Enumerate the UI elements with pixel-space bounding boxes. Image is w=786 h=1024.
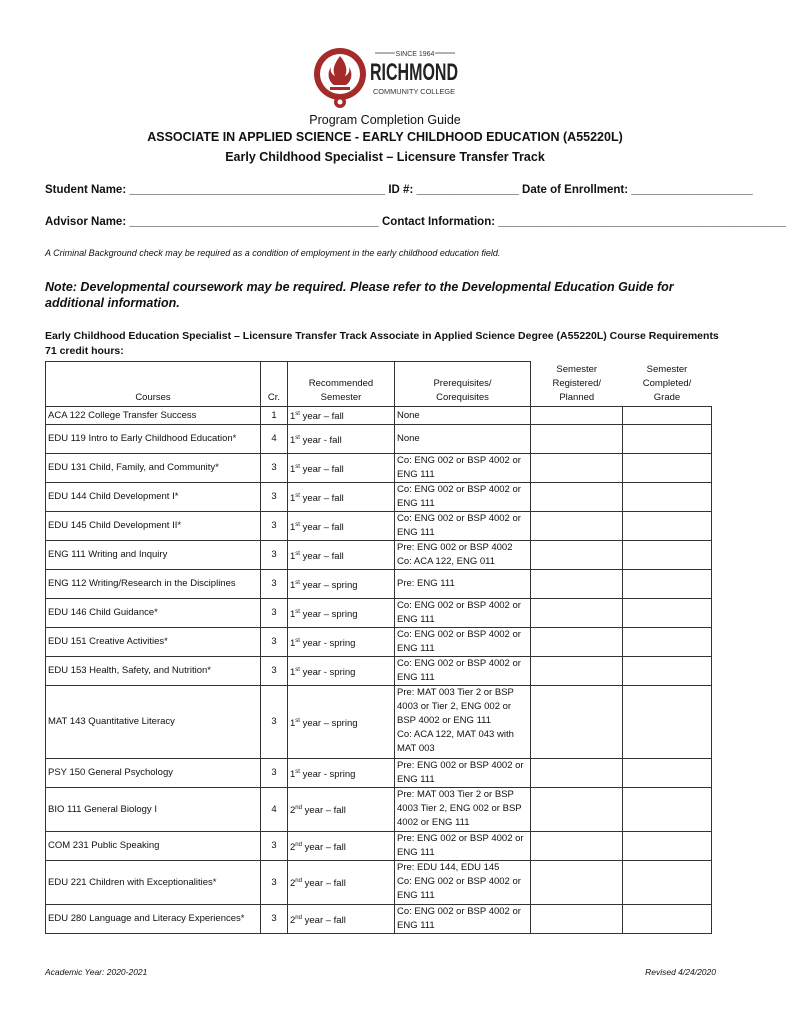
track-title: Early Childhood Specialist – Licensure Transfer Track	[225, 150, 545, 164]
course-row	[46, 425, 712, 454]
semester-registered-cell[interactable]	[531, 483, 623, 512]
background-check-note: A Criminal Background check may be required as a condition of employment in the early childhood education field.	[45, 248, 501, 258]
course-row	[46, 570, 712, 599]
course-name: ENG 111 Writing and Inquiry	[46, 541, 261, 570]
header-recommended-semester: Recommended Semester	[288, 362, 395, 407]
prerequisites: Pre: EDU 144, EDU 145 Co: ENG 002 or BSP 4002 or ENG 111	[395, 861, 531, 905]
prerequisites: Pre: ENG 111	[395, 570, 531, 599]
semester-completed-cell[interactable]	[623, 657, 712, 686]
prerequisites: Pre: ENG 002 or BSP 4002 or ENG 111	[395, 832, 531, 861]
recommended-semester: 1st year – fall	[288, 541, 395, 570]
semester-completed-cell[interactable]	[623, 425, 712, 454]
semester-completed-cell[interactable]	[623, 407, 712, 425]
flame-gear-icon	[313, 44, 459, 112]
semester-registered-cell[interactable]	[531, 905, 623, 934]
semester-completed-cell[interactable]	[623, 512, 712, 541]
logo-subtitle: COMMUNITY COLLEGE	[373, 87, 455, 96]
prerequisites: Pre: MAT 003 Tier 2 or BSP 4003 Tier 2, ENG 002 or BSP 4002 or ENG 111	[395, 788, 531, 832]
semester-completed-cell[interactable]	[623, 454, 712, 483]
prerequisites: Pre: ENG 002 or BSP 4002 or ENG 111	[395, 759, 531, 788]
course-credits: 3	[261, 686, 288, 759]
course-credits: 3	[261, 512, 288, 541]
college-logo	[313, 44, 459, 112]
prerequisites: None	[395, 407, 531, 425]
course-credits: 3	[261, 657, 288, 686]
course-table	[45, 361, 712, 934]
revised-date: Revised 4/24/2020	[645, 967, 716, 977]
course-name: ENG 112 Writing/Research in the Disciplines	[46, 570, 261, 599]
course-credits: 3	[261, 905, 288, 934]
course-name: MAT 143 Quantitative Literacy	[46, 686, 261, 759]
course-row	[46, 657, 712, 686]
semester-completed-cell[interactable]	[623, 861, 712, 905]
course-row	[46, 628, 712, 657]
course-row	[46, 788, 712, 832]
course-credits: 3	[261, 759, 288, 788]
recommended-semester: 2nd year – fall	[288, 861, 395, 905]
student-info-line[interactable]: Student Name: ________________________________________ ID #: ________________ Date of Enrollment: ___________________	[45, 184, 753, 196]
header-prerequisites: Prerequisites/ Corequisites	[395, 362, 531, 407]
course-credits: 3	[261, 483, 288, 512]
course-credits: 3	[261, 832, 288, 861]
semester-completed-cell[interactable]	[623, 759, 712, 788]
recommended-semester: 1st year – fall	[288, 512, 395, 541]
course-name: PSY 150 General Psychology	[46, 759, 261, 788]
semester-registered-cell[interactable]	[531, 541, 623, 570]
semester-completed-cell[interactable]	[623, 628, 712, 657]
course-credits: 3	[261, 861, 288, 905]
recommended-semester: 1st year – spring	[288, 686, 395, 759]
semester-registered-cell[interactable]	[531, 512, 623, 541]
header-courses: Courses	[46, 362, 261, 407]
semester-registered-cell[interactable]	[531, 832, 623, 861]
semester-completed-cell[interactable]	[623, 541, 712, 570]
prerequisites: Co: ENG 002 or BSP 4002 or ENG 111	[395, 483, 531, 512]
recommended-semester: 1st year - spring	[288, 759, 395, 788]
semester-completed-cell[interactable]	[623, 788, 712, 832]
course-row	[46, 407, 712, 425]
semester-registered-cell[interactable]	[531, 570, 623, 599]
course-name: BIO 111 General Biology I	[46, 788, 261, 832]
semester-registered-cell[interactable]	[531, 759, 623, 788]
semester-registered-cell[interactable]	[531, 861, 623, 905]
course-name: EDU 145 Child Development II*	[46, 512, 261, 541]
guide-title: Program Completion Guide	[309, 113, 461, 127]
recommended-semester: 1st year - spring	[288, 628, 395, 657]
logo-name: RICHMOND	[370, 59, 458, 86]
semester-registered-cell[interactable]	[531, 425, 623, 454]
course-row	[46, 512, 712, 541]
semester-completed-cell[interactable]	[623, 599, 712, 628]
prerequisites: Co: ENG 002 or BSP 4002 or ENG 111	[395, 454, 531, 483]
course-credits: 3	[261, 599, 288, 628]
academic-year: Academic Year: 2020-2021	[45, 967, 148, 977]
course-name: EDU 144 Child Development I*	[46, 483, 261, 512]
course-row	[46, 599, 712, 628]
recommended-semester: 2nd year – fall	[288, 905, 395, 934]
course-name: EDU 151 Creative Activities*	[46, 628, 261, 657]
course-credits: 4	[261, 425, 288, 454]
recommended-semester: 1st year – fall	[288, 407, 395, 425]
course-row	[46, 905, 712, 934]
course-credits: 3	[261, 628, 288, 657]
prerequisites: Pre: ENG 002 or BSP 4002 Co: ACA 122, ENG 011	[395, 541, 531, 570]
course-credits: 1	[261, 407, 288, 425]
recommended-semester: 1st year – spring	[288, 599, 395, 628]
course-name: EDU 280 Language and Literacy Experiences*	[46, 905, 261, 934]
prerequisites: Co: ENG 002 or BSP 4002 or ENG 111	[395, 599, 531, 628]
prerequisites: Co: ENG 002 or BSP 4002 or ENG 111	[395, 512, 531, 541]
logo-since: SINCE 1964	[395, 51, 435, 58]
recommended-semester: 2nd year – fall	[288, 832, 395, 861]
course-row	[46, 541, 712, 570]
semester-registered-cell[interactable]	[531, 657, 623, 686]
semester-registered-cell[interactable]	[531, 628, 623, 657]
course-row	[46, 832, 712, 861]
course-row	[46, 483, 712, 512]
prerequisites: Co: ENG 002 or BSP 4002 or ENG 111	[395, 628, 531, 657]
course-name: COM 231 Public Speaking	[46, 832, 261, 861]
semester-completed-cell[interactable]	[623, 905, 712, 934]
semester-registered-cell[interactable]	[531, 788, 623, 832]
recommended-semester: 1st year - spring	[288, 657, 395, 686]
course-credits: 4	[261, 788, 288, 832]
course-credits: 3	[261, 570, 288, 599]
course-name: EDU 221 Children with Exceptionalities*	[46, 861, 261, 905]
semester-completed-cell[interactable]	[623, 483, 712, 512]
recommended-semester: 2nd year – fall	[288, 788, 395, 832]
semester-registered-cell[interactable]	[531, 686, 623, 759]
recommended-semester: 1st year - fall	[288, 425, 395, 454]
course-name: EDU 153 Health, Safety, and Nutrition*	[46, 657, 261, 686]
course-name: EDU 119 Intro to Early Childhood Education*	[46, 425, 261, 454]
header-semester-completed: Semester Completed/ Grade	[642, 363, 692, 403]
header-semester-registered: Semester Registered/ Planned	[552, 363, 602, 403]
course-row	[46, 454, 712, 483]
course-name: EDU 146 Child Guidance*	[46, 599, 261, 628]
degree-title: ASSOCIATE IN APPLIED SCIENCE - EARLY CHILDHOOD EDUCATION (A55220L)	[147, 130, 623, 144]
course-credits: 3	[261, 541, 288, 570]
advisor-info-line[interactable]: Advisor Name: _______________________________________ Contact Information: _____________________________________________	[45, 216, 786, 228]
semester-registered-cell[interactable]	[531, 407, 623, 425]
semester-completed-cell[interactable]	[623, 686, 712, 759]
prerequisites: Co: ENG 002 or BSP 4002 or ENG 111	[395, 657, 531, 686]
course-row	[46, 759, 712, 788]
developmental-note: Note: Developmental coursework may be required. Please refer to the Developmental Education Guide for additional information.	[45, 280, 674, 310]
course-row	[46, 686, 712, 759]
header-credits: Cr.	[261, 362, 288, 407]
course-requirements-heading: Early Childhood Education Specialist – Licensure Transfer Track Associate in Applied Science Degree (A55220L) Course Requirements 71 credit hours:	[45, 330, 719, 357]
course-name: ACA 122 College Transfer Success	[46, 407, 261, 425]
recommended-semester: 1st year – spring	[288, 570, 395, 599]
prerequisites: Co: ENG 002 or BSP 4002 or ENG 111	[395, 905, 531, 934]
semester-completed-cell[interactable]	[623, 570, 712, 599]
recommended-semester: 1st year – fall	[288, 483, 395, 512]
course-name: EDU 131 Child, Family, and Community*	[46, 454, 261, 483]
semester-registered-cell[interactable]	[531, 599, 623, 628]
prerequisites: Pre: MAT 003 Tier 2 or BSP 4003 or Tier 2, ENG 002 or BSP 4002 or ENG 111 Co: ACA 122, MAT 043 with MAT 003	[395, 686, 531, 759]
prerequisites: None	[395, 425, 531, 454]
semester-registered-cell[interactable]	[531, 454, 623, 483]
semester-completed-cell[interactable]	[623, 832, 712, 861]
course-row	[46, 861, 712, 905]
course-credits: 3	[261, 454, 288, 483]
recommended-semester: 1st year – fall	[288, 454, 395, 483]
